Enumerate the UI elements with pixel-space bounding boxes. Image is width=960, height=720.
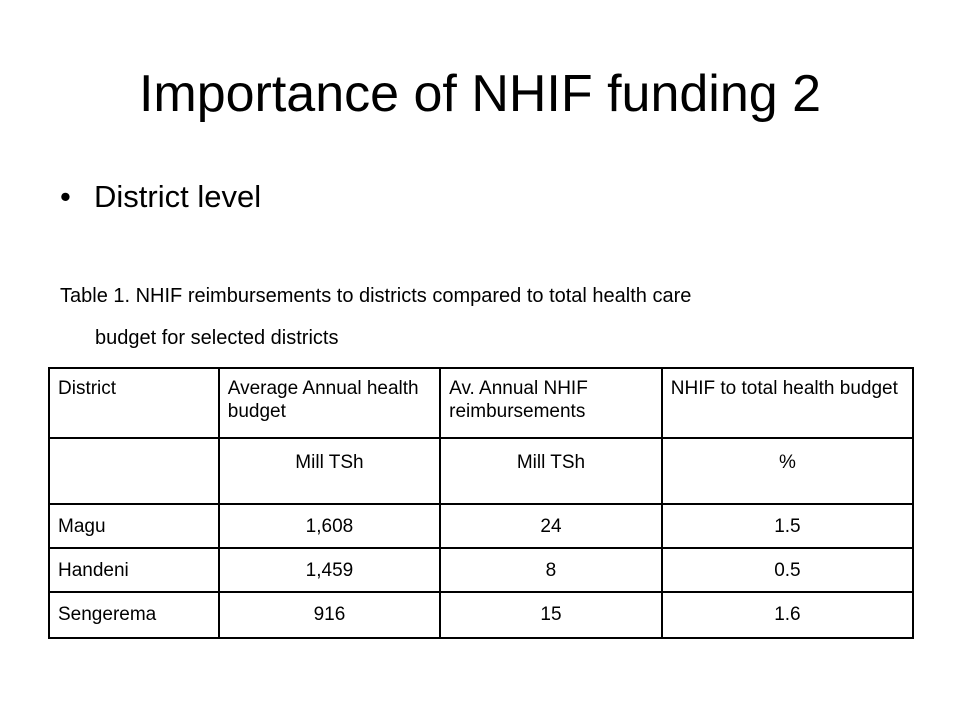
caption-line-2: budget for selected districts (95, 327, 339, 349)
reimbursement-table (48, 367, 914, 639)
cell-district: Magu (49, 504, 219, 548)
table-row (49, 548, 913, 592)
unit-cell-percent: % (662, 438, 913, 504)
cell-reimbursements: 24 (440, 504, 662, 548)
table-unit-row (49, 438, 913, 504)
header-average-annual-budget: Average Annual health budget (219, 368, 440, 438)
bullet-dot-icon: • (60, 179, 71, 214)
cell-budget: 1,459 (219, 548, 440, 592)
cell-reimbursements: 8 (440, 548, 662, 592)
table-row (49, 592, 913, 638)
cell-district: Sengerema (49, 592, 219, 638)
unit-cell-reimbursements: Mill TSh (440, 438, 662, 504)
table-row (49, 504, 913, 548)
unit-cell-district (49, 438, 219, 504)
table-caption (60, 282, 920, 352)
slide-title: Importance of NHIF funding 2 (138, 65, 822, 123)
table-header-row (49, 368, 913, 438)
cell-percent: 1.6 (662, 592, 913, 638)
bullet-text: District level (94, 179, 262, 214)
caption-line-1: Table 1. NHIF reimbursements to districts compared to total health care (60, 285, 692, 307)
cell-budget: 1,608 (219, 504, 440, 548)
unit-cell-budget: Mill TSh (219, 438, 440, 504)
cell-percent: 1.5 (662, 504, 913, 548)
header-district: District (49, 368, 219, 438)
header-nhif-reimbursements: Av. Annual NHIF reimbursements (440, 368, 662, 438)
cell-district: Handeni (49, 548, 219, 592)
cell-reimbursements: 15 (440, 592, 662, 638)
header-nhif-to-total: NHIF to total health budget (662, 368, 913, 438)
cell-percent: 0.5 (662, 548, 913, 592)
cell-budget: 916 (219, 592, 440, 638)
bullet-item (60, 177, 261, 217)
